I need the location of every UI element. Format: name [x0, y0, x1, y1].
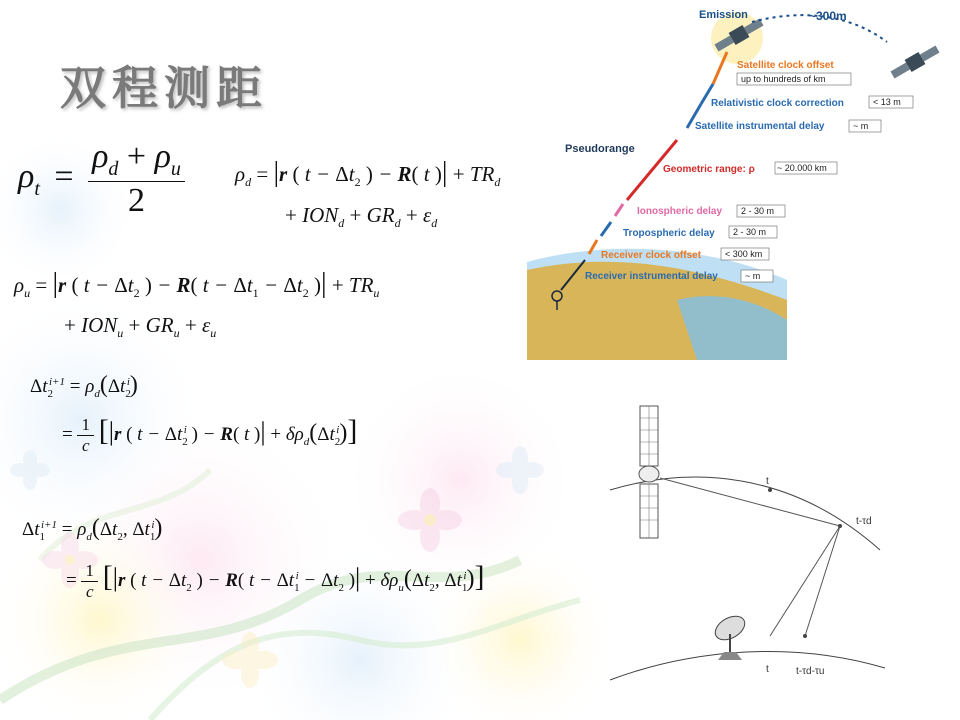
equation-dt2-line2: = $\frac{1}{c}$ [|r ( $t - \Delta t_2^i$ ) − R( t )| + $\delta\rho_d(\Delta t_2^i)$] [62, 414, 358, 456]
distance-label: ~300m [809, 9, 847, 23]
slide-title: 双程测距 [60, 61, 268, 115]
equation-rho-d-line1: $\rho_d = |r$ ( $t - \Delta t_2$ ) − R( t )| + $TR_d$ [235, 157, 501, 190]
segment-ionospheric [615, 204, 623, 216]
orbit-point-t-td [838, 524, 842, 528]
downlink-line-1 [770, 526, 840, 636]
label-t-top: t [766, 476, 769, 487]
item-label-2: Satellite instrumental delay [695, 121, 825, 132]
earth-surface [610, 651, 885, 680]
item-label-0: Satellite clock offset [737, 60, 834, 71]
equation-dt2-line1: $\Delta t_2^{i+1} = \rho_d(\Delta t_2^i)$ [30, 372, 138, 400]
equation-dt1-line2: = $\frac{1}{c}$ [|r ( $t - \Delta t_2$ ) − R( $t - \Delta t_1^i - \Delta t_2$ )| + $\delta\rho_u(\Delta t_2$, $\Delta t_1^i$)] [66, 560, 485, 602]
item-value-4: 2 - 30 m [741, 206, 775, 216]
item-label-7: Receiver instrumental delay [585, 271, 718, 282]
equation-rho-t [18, 138, 185, 220]
item-label-4: Ionospheric delay [637, 206, 723, 217]
equation-rho-d-line2: + $ION_d + GR_d + \varepsilon_d$ [285, 203, 438, 231]
item-value-3: ~ 20.000 km [777, 163, 827, 173]
label-t-minus-td-tu: t-τd-τu [796, 666, 825, 677]
satellite-icon [639, 406, 659, 538]
downlink-line-2 [805, 526, 840, 636]
equation-dt1-line1: $\Delta t_1^{i+1} = \rho_d(\Delta t_2$, $\Delta t_1^i$) [22, 515, 163, 543]
orbit-point-t [768, 488, 772, 492]
item-label-6: Receiver clock offset [601, 250, 702, 261]
uplink-line [660, 478, 840, 526]
pseudorange-figure [527, 0, 901, 360]
ground-point [803, 634, 807, 638]
item-label-1: Relativistic clock correction [711, 98, 844, 109]
rho-t-fraction: $\frac{\rho_d + \rho_u}{2}$ [88, 138, 185, 220]
item-label-3: Geometric range: ρ [663, 164, 755, 175]
item-value-5: 2 - 30 m [733, 227, 767, 237]
equation-rho-u-line2: + $ION_u + GR_u + \varepsilon_u$ [64, 313, 217, 341]
two-way-ranging-figure [600, 400, 890, 690]
equation-rho-u-line1: $\rho_u = |r$ ( $t - \Delta t_2$ ) − R( $t - \Delta t_1 - \Delta t_2$ )| + $TR_u$ [14, 268, 380, 301]
item-value-0: up to hundreds of km [741, 74, 826, 84]
item-value-2: ~ m [853, 121, 869, 131]
pseudorange-label: Pseudorange [565, 143, 635, 155]
label-t-minus-td: t-τd [856, 516, 872, 527]
ground-antenna-icon [711, 611, 749, 660]
rho-t-equals: = [54, 157, 74, 195]
rho-t-lhs: $\rho_t$ [18, 157, 40, 200]
item-value-7: ~ m [745, 271, 761, 281]
label-t-bottom: t [766, 664, 769, 675]
emission-label: Emission [699, 9, 748, 21]
segment-tropospheric [601, 222, 611, 236]
item-value-6: < 300 km [725, 249, 763, 259]
item-label-5: Tropospheric delay [623, 228, 715, 239]
item-value-1: < 13 m [873, 97, 901, 107]
